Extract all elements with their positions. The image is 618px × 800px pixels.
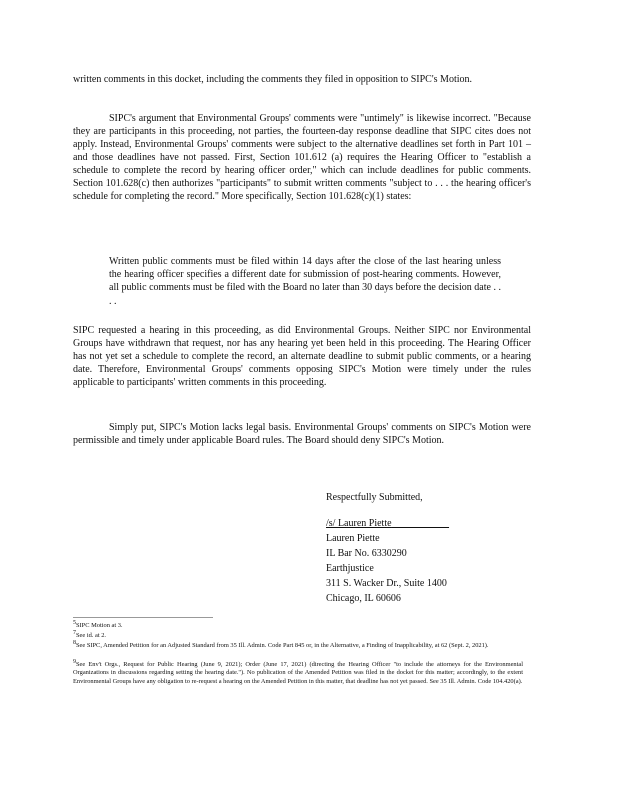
footnote-3: $^8$See SIPC, Amended Petition for an Adjusted Standard from 35 Ill. Admin. Code Part 845 or, in the Alternative, a Finding of Inapplicability, at 62 (Sept. 2, 2021). xyxy=(73,639,489,649)
closing-text: Respectfully Submitted, xyxy=(326,492,423,503)
footnote-divider xyxy=(73,617,213,618)
signer-name: Lauren Piette xyxy=(326,533,380,544)
signature-block xyxy=(326,490,449,606)
street-address: 311 S. Wacker Dr., Suite 1400 xyxy=(326,578,447,589)
bar-number: IL Bar No. 6330290 xyxy=(326,548,407,559)
city-state-zip: Chicago, IL 60606 xyxy=(326,593,401,604)
paragraph-untimely-argument: SIPC's argument that Environmental Groups' comments were "untimely" is likewise incorrect. "Because they are participants in this proceeding, not parties, the fourteen-day response deadline that SIPC cites does not apply. Instead, Environmental Groups' comments were subject to the alternative deadlines set forth in Part 101 – and those deadlines have not passed. First, Section 101.612 (a) requires the Hearing Officer to "establish a schedule to complete the record by hearing officer order," which can include deadlines for public comments. Section 101.628(c) then authorizes "participants" to submit written comments "subject to . . . the hearing officer's schedule for completing the record." More specifically, Section 101.628(c)(1) states: xyxy=(73,113,531,202)
paragraph-conclusion: Simply put, SIPC's Motion lacks legal basis. Environmental Groups' comments on SIPC's Motion were permissible and timely under applicable Board rules. The Board should deny SIPC's Motion. xyxy=(73,422,531,446)
footnote-4: $^9$See Env't Orgs., Request for Public Hearing (June 9, 2021); Order (June 17, 2021) (directing the Hearing Officer "to include the attorneys for the Environmental Organizations in discussions regarding setting the hearing date."). No publication of the Amended Petition was filed in the docket for this matter; accordingly, to the extent Environmental Groups have any obligation to re-request a hearing on the Amended Petition in this matter, that deadline has not yet passed. See 35 Ill. Admin. Code 104.420(a). xyxy=(73,658,523,685)
organization: Earthjustice xyxy=(326,563,374,574)
paragraph-continued: written comments in this docket, including the comments they filed in opposition to SIPC's Motion. xyxy=(73,74,472,85)
footnote-1: $^5$SIPC Motion at 3. xyxy=(73,619,123,629)
block-quote-section-101-628: Written public comments must be filed within 14 days after the close of the last hearing unless the hearing officer specifies a different date for submission of post-hearing comments. However, all public comments must be filed with the Board no later than 30 days before the decision date . . . . xyxy=(109,256,501,307)
footnote-2: $^7$See id. at 2. xyxy=(73,629,106,639)
electronic-signature: /s/ Lauren Piette xyxy=(326,518,392,529)
paragraph-hearing-request: SIPC requested a hearing in this proceeding, as did Environmental Groups. Neither SIPC nor Environmental Groups have withdrawn that request, nor has any hearing yet been held in this proceeding. The Hearing Officer has not yet set a schedule to complete the record, an alternate deadline to submit public comments, or a hearing date. Therefore, Environmental Groups' comments opposing SIPC's Motion were timely under the rules applicable to participants' written comments in this proceeding. xyxy=(73,325,531,388)
